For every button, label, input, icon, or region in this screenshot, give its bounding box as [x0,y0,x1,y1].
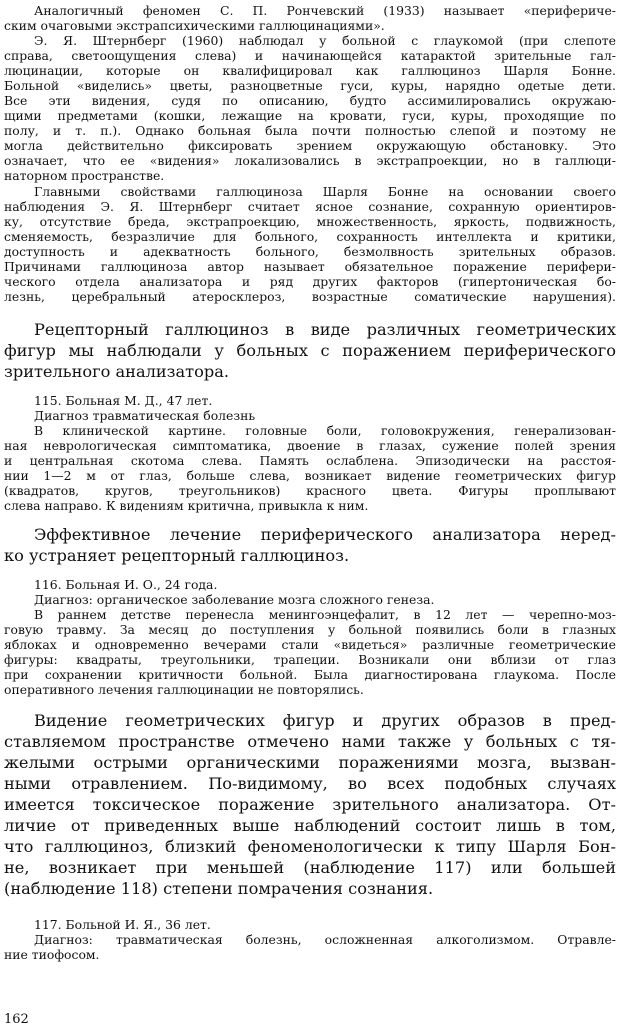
text-line: Аналогичный феномен С. П. Рончевский (1933) называет «перифериче- [34,3,616,18]
text-line: ными отравлением. По-видимому, во всех подобных случаях [4,774,616,793]
text-line: означает, что ее «видения» локализовались в экстрапроекции, но в галлюци- [4,153,616,168]
text-line: полу, и т. п.). Однако больная была почти полностью слепой и поэтому не [4,123,616,138]
text-line: слева направо. К видениям критична, привыкла к ним. [4,498,369,513]
case-heading: 117. Больной И. Я., 36 лет. [34,917,211,932]
text-line: ко устраняет рецепторный галлюциноз. [4,546,350,565]
text-line: могла действительно фиксировать зрением окружающую обстановку. Это [4,138,616,153]
text-line: Главными свойствами галлюциноза Шарля Бонне на основании своего [34,184,616,199]
text-line: Видение геометрических фигур и других образов в пред- [34,711,616,730]
text-line: Причинами галлюциноза автор называет обязательное поражение перифери- [4,259,616,274]
text-line: Больной «виделись» цветы, разноцветные гуси, куры, нарядно одетые дети. [4,78,616,93]
text-line: яблоках и одновременно вечерами стали «видеться» различные геометрические [4,637,616,652]
text-line: не, возникает при меньшей (наблюдение 117) или большей [4,858,616,877]
text-line: оперативного лечения галлюцинации не повторялись. [4,682,364,697]
text-line: говую травму. За месяц до поступления у больной появились боли в глазных [4,622,616,637]
text-line: доступность и адекватность больного, безмолвность зрительных образов. [4,244,616,259]
case-heading: 115. Больная М. Д., 47 лет. [34,393,213,408]
page-number: 162 [4,1012,29,1027]
text-line: щими предметами (кошки, лежащие на кровати, гуси, куры, проходящие по [4,108,616,123]
text-line: люцинации, которые он квалифицировал как галлюциноз Шарля Бонне. [4,63,616,78]
text-line: Диагноз: травматическая болезнь, осложненная алкоголизмом. Отравле- [34,932,616,947]
text-line: В раннем детстве перенесла менингоэнцефалит, в 12 лет — черепно-моз- [34,607,616,622]
text-line: ставляемом пространстве отмечено нами также у больных с тя- [4,732,616,751]
text-line: справа, светоощущения слева) и начинающейся катарактой зрительные гал- [4,48,616,63]
text-line: Э. Я. Штернберг (1960) наблюдал у больной с глаукомой (при слепоте [34,33,616,48]
text-line: (квадратов, кругов, треугольников) красного цвета. Фигуры проплывают [4,483,616,498]
text-line: наторном пространстве. [4,168,165,183]
text-line: ским очаговыми экстрапсихическими галлюцинациями». [4,18,385,33]
text-line: личие от приведенных выше наблюдений состоит лишь в том, [4,816,616,835]
text-line: при сохранении критичности больной. Была диагностирована глаукома. После [4,667,616,682]
text-line: Все эти видения, судя по описанию, будто ассимилировались окружаю- [4,93,616,108]
text-line: Рецепторный галлюциноз в виде различных геометрических [34,320,616,339]
text-line: Эффективное лечение периферического анализатора неред- [34,525,616,544]
text-line: что галлюциноз, близкий феноменологически к типу Шарля Бон- [4,837,616,856]
text-line: (наблюдение 118) степени помрачения сознания. [4,879,434,898]
case-diagnosis: Диагноз травматическая болезнь [34,408,256,423]
text-line: ная неврологическая симптоматика, двоение в глазах, сужение полей зрения [4,438,616,453]
text-line: желыми острыми органическими поражениями мозга, вызван- [4,753,616,772]
text-line: В клинической картине. головные боли, головокружения, генерализован- [34,423,616,438]
text-line: и центральная скотома слева. Память ослаблена. Эпизодически на расстоя- [4,453,616,468]
text-line: лезнь, церебральный атеросклероз, возрастные соматические нарушения). [4,289,616,304]
text-line: фигуры: квадраты, треугольники, трапеции. Возникали они вблизи от глаз [4,652,616,667]
text-line: сменяемость, безразличие для больного, сохранность интеллекта и критики, [4,229,616,244]
text-line: нии 1—2 м от глаз, больше слева, возникает видение геометрических фигур [4,468,616,483]
text-line: ние тиофосом. [4,947,100,962]
text-line: зрительного анализатора. [4,362,230,381]
text-line: фигур мы наблюдали у больных с поражением периферического [4,341,616,360]
text-line: ку, отсутствие бреда, экстрапроекцию, множественность, яркость, подвижность, [4,214,616,229]
text-line: имеется токсическое поражение зрительного анализатора. От- [4,795,616,814]
case-heading: 116. Больная И. О., 24 года. [34,577,218,592]
text-line: ческого отдела анализатора и ряд других факторов (гипертоническая бо- [4,274,616,289]
case-diagnosis: Диагноз: органическое заболевание мозга сложного генеза. [34,592,435,607]
text-line: наблюдения Э. Я. Штернберг считает ясное сознание, сохранную ориентиров- [4,199,616,214]
